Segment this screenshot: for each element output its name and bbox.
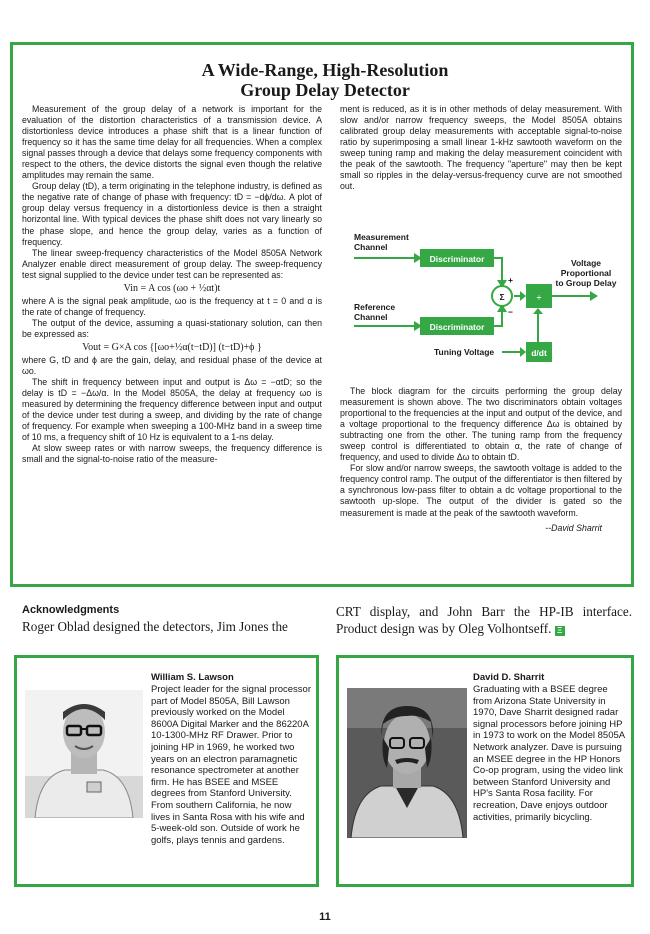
bio-box-lawson xyxy=(14,655,319,887)
photo-sharrit xyxy=(347,688,467,838)
arrow-head xyxy=(520,291,526,301)
discriminator-label-1: Discriminator xyxy=(429,254,485,264)
paragraph: The block diagram for the circuits performing the group delay measurement is shown above. The two discriminators obtain voltages proportional to the frequencies at the input and output of the device, and a voltage proportional to the frequency difference Δω is obtained by subtracting one from the other. The tuning ramp from the frequency sweep control is differentiated to obtain α, the rate of change of frequency, and used to divide Δω to obtain tD. xyxy=(340,386,622,463)
acknowledgments-heading: Acknowledgments xyxy=(22,604,120,616)
reference-channel-label-1: Reference xyxy=(354,302,396,312)
arrow-head xyxy=(533,308,543,314)
reference-channel-label-2: Channel xyxy=(354,312,388,322)
arrow-head xyxy=(590,291,598,301)
ddt-label: d/dt xyxy=(531,348,547,358)
paragraph: The linear sweep-frequency characteristics of the Model 8505A Network Analyzer enable direct measurement of group delay. The sweep-frequency test signal supplied to the device under test can be represented as: xyxy=(22,247,322,280)
discriminator-label-2: Discriminator xyxy=(429,322,485,332)
output-label-2: Proportional xyxy=(560,268,612,278)
measurement-channel-label-2: Channel xyxy=(354,242,388,252)
arrow-head xyxy=(520,347,526,357)
paragraph: The output of the device, assuming a quasi-stationary solution, can then be expressed as: xyxy=(22,317,322,339)
plus-sign: + xyxy=(508,275,513,285)
equation-vin: Vin = A cos (ωo + ½αt)t xyxy=(123,282,221,294)
paragraph: The shift in frequency between input and output is Δω = −αtD; so the delay is tD = −Δω/α. In the Model 8505A, the delay at frequency ωo is measured by determining the frequency difference between input and output of the device under test during a sweep, and dividing by the rate of change of frequency. For example when sweeping a 100-MHz band in a sweep time of 10 ms, a frequency shift of 10 Hz is equivalent to a 1-ns delay. xyxy=(22,377,322,443)
photo-lawson xyxy=(25,690,143,818)
paragraph: ment is reduced, as it is in other methods of delay measurement. With slow and/or narrow frequency sweeps, the Model 8505A obtains calibrated group delay measurements with acceptable signal-to-noise ratio by superimposing a small linear 1-kHz sawtooth waveform on the sweep tuning ramp and making the delay measurement coincident with the peak of the sawtooth. The frequency "aperture" may then be kept small so ripples in the delay-versus-frequency curve are not smoothed out. xyxy=(340,104,622,192)
block-diagram xyxy=(334,226,624,376)
tuning-voltage-label: Tuning Voltage xyxy=(434,347,495,357)
bio-name-sharrit: David D. Sharrit xyxy=(473,672,545,683)
paragraph: where A is the signal peak amplitude, ωo is the frequency at t = 0 and α is the rate of change of frequency. xyxy=(22,295,322,317)
bio-text-lawson: Project leader for the signal processor part of Model 8505A, Bill Lawson previously worked on the Model 8600A Digital Marker and the 86220A 10-1300-MHz RF Drawer. Prior to joining HP in 1969, he worked two years on an electron paramagnetic resonance spectrometer at another firm. He has BSEE and MSEE degrees from Stanford University. From southern California, he now lives in Santa Rosa with his wife and 5-week-old son. Outside of work he golfs, plays tennis and gardens. xyxy=(151,684,311,846)
signature: --David Sharrit xyxy=(545,522,602,533)
divide-symbol: ÷ xyxy=(536,292,542,302)
acknowledgments-text xyxy=(22,603,632,637)
output-label-3: to Group Delay xyxy=(555,278,617,288)
article-title-line-1: A Wide-Range, High-Resolution xyxy=(201,60,449,80)
article-left-column xyxy=(22,104,322,465)
acknowledgments-line-2: CRT display, and John Barr the HP-IB interface. Product design was by Oleg Volhontseff. xyxy=(336,604,632,636)
acknowledgments-line-1: Roger Oblad designed the detectors, Jim Jones the xyxy=(22,619,288,634)
article-right-column-bottom xyxy=(340,386,622,534)
page-number: 11 xyxy=(319,911,331,923)
minus-sign: − xyxy=(508,307,513,317)
bio-name-lawson: William S. Lawson xyxy=(151,672,234,683)
end-mark-icon: Ξ xyxy=(555,626,565,636)
bio-text-sharrit: Graduating with a BSEE degree from Arizona State University in 1970, Dave Sharrit designed radar signal processors before joining HP in 1973 to work on the Model 8505A Network analyzer. Dave is pursuing an MSEE degree in the HP Honors Co-op program, using the video link between Stanford University and HP's Santa Rosa facility. For recreation, Dave enjoys outdoor activities, primarily bicycling. xyxy=(473,684,625,823)
paragraph: At slow sweep rates or with narrow sweeps, the frequency difference is small and the signal-to-noise ratio of the measure- xyxy=(22,443,322,465)
sum-symbol: Σ xyxy=(499,292,505,302)
bio-box-sharrit xyxy=(336,655,634,887)
output-label-1: Voltage xyxy=(570,258,602,268)
article-right-column-top xyxy=(340,104,622,192)
paragraph: Group delay (tD), a term originating in the telephone industry, is defined as the negative rate of change of phase with frequency: tD = −dϕ/dω. A plot of group delay versus frequency in a distortionless device is then a straight horizontal line. With typical devices the phase shift does not vary linearly so the phase slope, and hence the group delay, varies as a function of frequency. xyxy=(22,181,322,247)
article-title-line-2: Group Delay Detector xyxy=(240,80,410,100)
paragraph: where G, tD and ϕ are the gain, delay, and residual phase of the device at ωo. xyxy=(22,354,322,376)
measurement-channel-label-1: Measurement xyxy=(354,232,409,242)
equation-vout: Vout = G×A cos {[ωo+½α(t−tD)] (t−tD)+ϕ } xyxy=(82,341,262,353)
paragraph: Measurement of the group delay of a network is important for the evaluation of the distortion characteristics of a transmission device. A distortionless device introduces a phase shift that is a linear function of frequency so it has the same time delay for all frequencies. When a complex signal passes through a device that delays some frequency components with respect to the others, the device distorts the signal even though the relative amplitudes may remain the same. xyxy=(22,104,322,181)
paragraph: For slow and/or narrow sweeps, the sawtooth voltage is added to the frequency control ramp. The output of the differentiator is then filtered by a synchronous low-pass filter to obtain a dc voltage proportional to the sawtooth up-slope. The output of the divider is gated so the measurement is made at the peak of the sawtooth waveform. xyxy=(340,463,622,518)
